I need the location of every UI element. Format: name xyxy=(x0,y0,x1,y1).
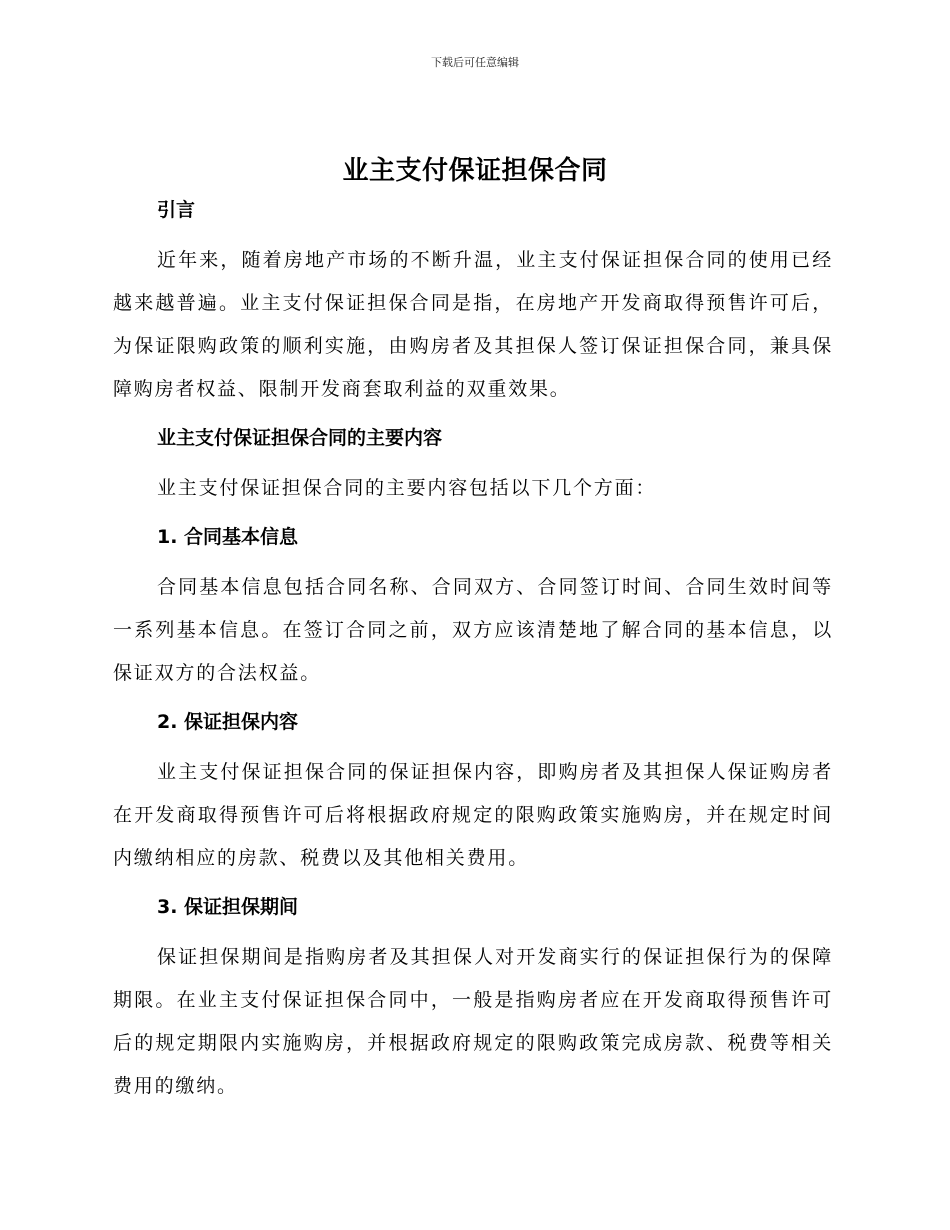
paragraph-guarantee-period: 保证担保期间是指购房者及其担保人对开发商实行的保证担保行为的保障期限。在业主支付保证担保合同中，一般是指购房者应在开发商取得预售许可后的规定期限内实施购房，并根据政府规定的限购政策完成房款、税费等相关费用的缴纳。 xyxy=(113,946,833,1097)
document-body xyxy=(113,195,833,1108)
document-title: 业主支付保证担保合同 xyxy=(342,156,608,186)
paragraph-guarantee-content: 业主支付保证担保合同的保证担保内容，即购房者及其担保人保证购房者在开发商取得预售许可后将根据政府规定的限购政策实施购房，并在规定时间内缴纳相应的房款、税费以及其他相关费用。 xyxy=(113,761,833,869)
section-heading-guarantee-content: 2. 保证担保内容 xyxy=(157,711,299,733)
section-heading-basic-info: 1. 合同基本信息 xyxy=(157,526,299,548)
section-heading-guarantee-period: 3. 保证担保期间 xyxy=(157,896,299,918)
paragraph-intro: 近年来，随着房地产市场的不断升温，业主支付保证担保合同的使用已经越来越普遍。业主支付保证担保合同是指，在房地产开发商取得预售许可后，为保证限购政策的顺利实施，由购房者及其担保人签订保证担保合同，兼具保障购房者权益、限制开发商套取利益的双重效果。 xyxy=(113,249,833,400)
paragraph-basic-info: 合同基本信息包括合同名称、合同双方、合同签订时间、合同生效时间等一系列基本信息。在签订合同之前，双方应该清楚地了解合同的基本信息，以保证双方的合法权益。 xyxy=(113,576,833,684)
paragraph-main-content: 业主支付保证担保合同的主要内容包括以下几个方面： xyxy=(157,477,657,499)
section-heading-main-content: 业主支付保证担保合同的主要内容 xyxy=(157,427,443,449)
section-heading-intro: 引言 xyxy=(157,199,196,221)
page-header-note: 下载后可任意编辑 xyxy=(431,56,519,69)
